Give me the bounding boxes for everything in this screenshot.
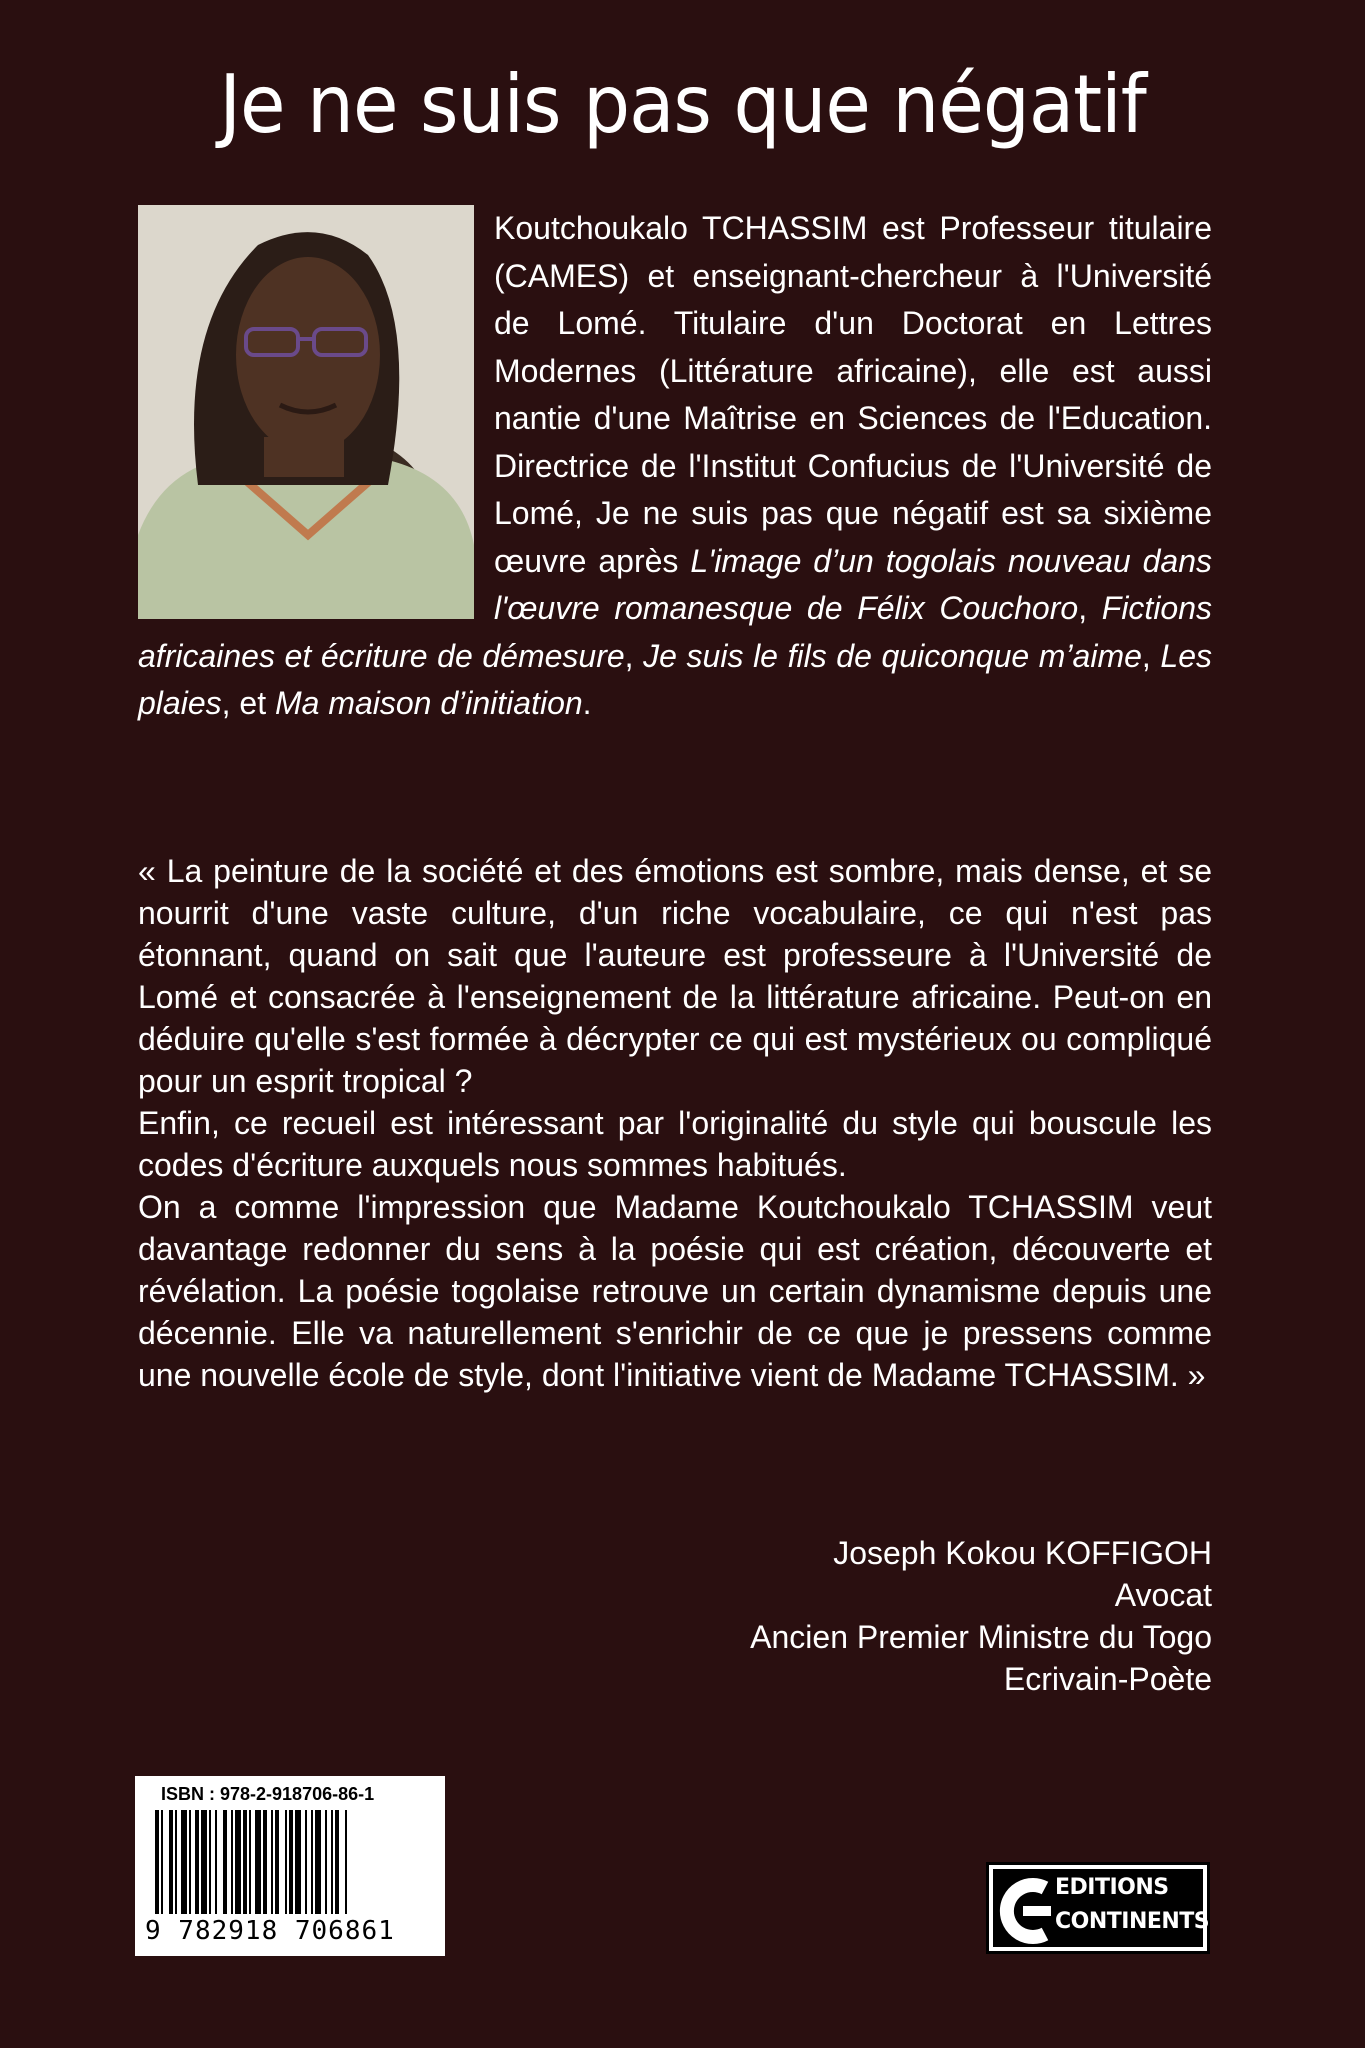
bio-work-title: Je suis le fils de quiconque m’aime xyxy=(643,637,1142,674)
bio-work-title: Ma maison d’initiation xyxy=(274,685,583,721)
book-title: Je ne suis pas que négatif xyxy=(219,58,1146,152)
barcode-bar xyxy=(235,1810,241,1914)
review-quote xyxy=(138,850,1212,1396)
author-bio xyxy=(138,205,1212,728)
publisher-c-logo-icon xyxy=(993,1872,1063,1950)
barcode-digits: 9 782918 706861 xyxy=(145,1916,395,1946)
barcode-bar xyxy=(325,1810,327,1914)
barcode-bar xyxy=(181,1810,187,1914)
barcode-bar xyxy=(275,1810,279,1914)
barcode-bar xyxy=(335,1810,339,1914)
quote-signature xyxy=(750,1532,1212,1700)
barcode-bar xyxy=(255,1810,261,1914)
barcode-bar xyxy=(189,1810,191,1914)
bio-separator: , xyxy=(1078,590,1102,626)
signature-title: Ancien Premier Ministre du Togo xyxy=(750,1619,1212,1655)
author-photo xyxy=(138,205,474,619)
barcode-bar xyxy=(215,1810,217,1914)
barcode-bar xyxy=(231,1810,233,1914)
bio-separator: , et xyxy=(221,685,275,721)
bio-separator: , xyxy=(624,637,644,674)
barcode-bar xyxy=(271,1810,273,1914)
publisher-name-line: CONTINENTS xyxy=(1055,1909,1210,1934)
bio-end: . xyxy=(582,685,592,721)
barcode-bar xyxy=(195,1810,199,1914)
barcode-bar xyxy=(311,1810,313,1914)
barcode-bar xyxy=(169,1810,173,1914)
barcode-bar xyxy=(223,1810,227,1914)
barcode-bars xyxy=(155,1810,425,1914)
barcode-bar xyxy=(289,1810,293,1914)
bio-work-title: Les plaies xyxy=(138,637,1213,721)
barcode-bar xyxy=(243,1810,247,1914)
bio-separator: , xyxy=(1141,637,1161,674)
barcode-bar xyxy=(155,1810,159,1914)
barcode-bar xyxy=(315,1810,321,1914)
barcode-bar xyxy=(209,1810,211,1914)
quote-paragraph: « La peinture de la société et des émotions est sombre, mais dense, et se nourrit d'une vaste culture, d'un riche vocabulaire, ce qui n'est pas étonnant, quand on sait que l'auteure est professeure à l'Université de Lomé et consacrée à l'enseignement de la littérature africaine. Peut-on en déduire qu'elle s'est formée à décrypter ce qui est mystérieux ou compliqué pour un esprit tropical ? xyxy=(138,853,1212,1099)
publisher-name-line: EDITIONS xyxy=(1055,1875,1169,1900)
quote-paragraph: On a comme l'impression que Madame Koutchoukalo TCHASSIM veut davantage redonner du sens à la poésie qui est création, découverte et révélation. La poésie togolaise retrouve un certain dynamisme depuis une décennie. Elle va naturellement s'enrichir de ce que je pressens comme une nouvelle école de style, dont l'initiative vient de Madame TCHASSIM. » xyxy=(138,1189,1212,1393)
isbn-barcode xyxy=(135,1776,445,1956)
signature-name: Joseph Kokou KOFFIGOH xyxy=(833,1535,1212,1571)
barcode-bar xyxy=(263,1810,267,1914)
bio-work-title: L'image d’un togolais nouveau dans l'œuvre romanesque de Félix Couchoro xyxy=(494,542,1213,626)
publisher-logo xyxy=(986,1862,1210,1954)
bio-work-title: Fictions africaines et écriture de démesure xyxy=(138,590,1213,674)
barcode-bar xyxy=(249,1810,251,1914)
quote-paragraph: Enfin, ce recueil est intéressant par l'originalité du style qui bouscule les codes d'écriture auxquels nous sommes habitués. xyxy=(138,1105,1212,1183)
barcode-bar xyxy=(201,1810,207,1914)
barcode-bar xyxy=(331,1810,333,1914)
signature-title: Avocat xyxy=(1114,1577,1212,1613)
barcode-bar xyxy=(305,1810,307,1914)
bio-text: Koutchoukalo TCHASSIM est Professeur titulaire (CAMES) et enseignant-chercheur à l'Université de Lomé. Titulaire d'un Doctorat en Lettres Modernes (Littérature africaine), elle est aussi nantie d'une Maîtrise en Sciences de l'Education. Directrice de l'Institut Confucius de l'Université de Lomé, Je ne suis pas que négatif est sa sixième œuvre après xyxy=(494,210,1212,579)
barcode-bar xyxy=(285,1810,287,1914)
isbn-label: ISBN : 978-2-918706-86-1 xyxy=(161,1784,375,1804)
barcode-bar xyxy=(161,1810,163,1914)
barcode-bar xyxy=(295,1810,301,1914)
signature-title: Ecrivain-Poète xyxy=(1003,1661,1212,1697)
barcode-bar xyxy=(345,1810,347,1914)
author-portrait-image xyxy=(138,205,474,619)
barcode-bar xyxy=(175,1810,177,1914)
